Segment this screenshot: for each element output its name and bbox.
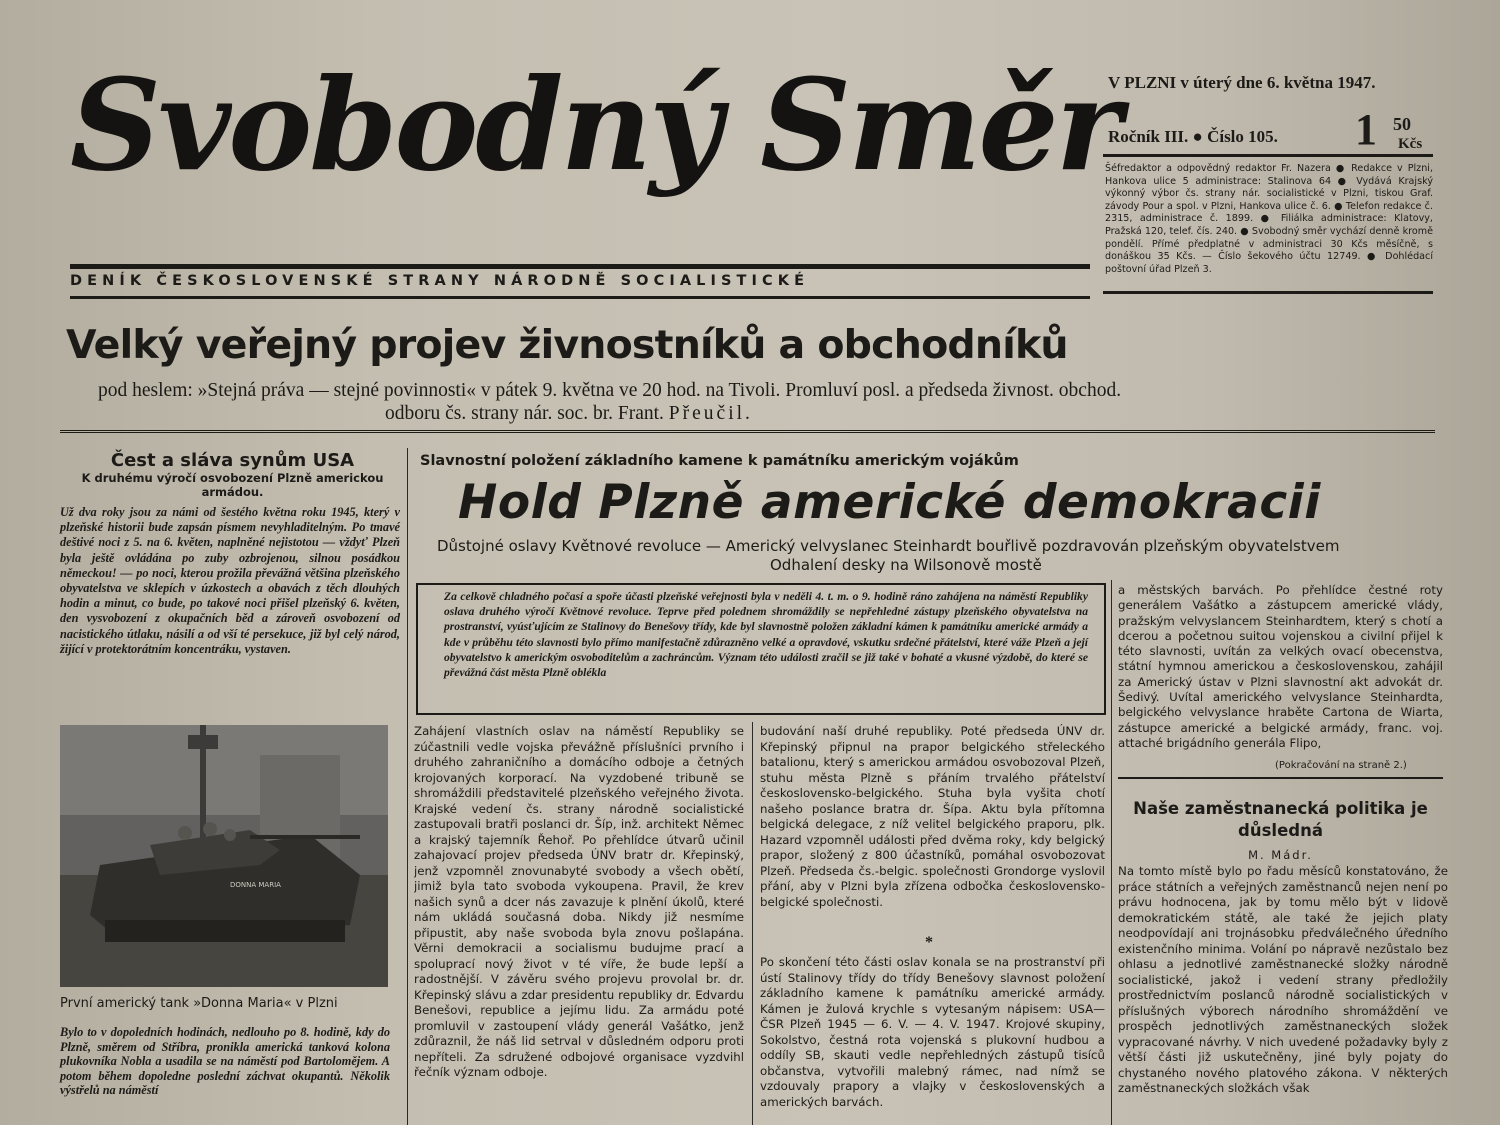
imprint-box: Šéfredaktor a odpovědný redaktor Fr. Nazera ● Redakce v Plzni, Hankova ulice 5 administrace: Stalinova 64 ● Vydává Krajský výkonný výbor čs. strany nár. socialistické v Plzni, tiskou Graf. závody Pour a spol. v Plzni, Hankova ulice č. 6. ● Telefon redakce č. 2315, administrace č. 1899. ● Filiálka administrace: Klatovy, Pražská 120, telef. čís. 240. ● Svobodný směr vychází denně kromě pondělí. Přímé předplatné v administraci 30 Kčs měsíčně, s donáškou 35 Kčs. — Číslo šekového účtu 12749. ● Dohlédací poštovní úřad Plzeň 3.: [1103, 154, 1433, 294]
masthead-title: Svobodný Směr: [70, 51, 1120, 199]
main-deck-1: Důstojné oslavy Květnové revoluce — Americký velvyslanec Steinhardt bouřlivě pozdravován plzeňským obyvatelstvem: [437, 537, 1340, 555]
photo-caption: První americký tank »Donna Maria« v Plzni: [60, 996, 338, 1011]
tank-label: DONNA MARIA: [230, 881, 281, 889]
column-divider-1: [407, 448, 408, 1125]
right-column-rule: [1118, 777, 1443, 779]
tank-photo-image: [60, 725, 388, 987]
left-article-subtitle: K druhému výročí osvobození Plzně americkou armádou.: [81, 471, 384, 499]
main-headline: Hold Plzně americké demokracii: [458, 475, 1321, 530]
right-article-title: Naše zaměstnanecká politika je důsledná: [1133, 799, 1428, 840]
left-article-body-2: Bylo to v dopoledních hodinách, nedlouho po 8. hodině, kdy do Plzně, směrem od Stříbra, pronikla americká tanková kolona plukovníka Nobla a usadila se na náměstí pod Bartolomějem. A potom během dopoledne poslední záchvat okupantů. Několik výstřelů na náměstí: [60, 1025, 390, 1097]
banner-line-2: [385, 403, 753, 425]
main-column-2: Zahájení vlastních oslav na náměstí Republiky se zúčastnili vedle vojska převážně příslušníci prvního i druhého zahraničního a domácího odboje a četných krojovaných korporací. Na vyzdobené tribuně se shromáždili představitelé plzeňského veřejného života. Krajské vedení čs. strany národně socialistické zastupovali bratři poslanci dr. Šíp, inž. architekt Němec a krajský tajemník Řehoř. Po přehlídce útvarů učinil zahajovací projev předseda ÚNV bratr dr. Křepinský, jenž vzpomněl znovunabyté svobody a všech obětí, jimiž byla tato svoboda vykoupena. Pravil, že krev našich synů a dcer nás zavazuje k plnění úkolů, které nám ukládá současná doba. Nikdy již nesmíme připustit, aby naše svoboda byla znovu pošlapána. Věrni demokracii a socialismu budujme prací a spoluprací nový život v té víře, že bude lepší a radostnější. V závěru svého projevu provolal br. dr. Křepinský slávu a zdar presidentu republiky dr. Edvardu Benešovi, republice a jejímu lidu. Za armádu poté promluvil v zastoupení vlády generál Vašátko, jenž zdůraznil, že náš lid setrval v důsledném odporu proti nepříteli. Za sdružené odbojové organisace vyzdvihl řečník význam odboje.: [414, 724, 744, 1079]
price-unit: Kčs: [1398, 136, 1423, 152]
column-divider-3: [1111, 580, 1112, 1125]
main-column-3: budování naší druhé republiky. Poté předseda ÚNV dr. Křepinský připnul na prapor belgického střeleckého batalionu, který s americkou armádou osvobozoval Plzeň, stuhu města Plzně s přáním trvalého přátelství československo-belgického. Stuha byla vyšita chotí našeho poslance bratra dr. Šípa. Aktu byla přítomna belgická delegace, z níž velitel belgického praporu, plk. Hazard vzpomněl události před dvěma roky, kdy belgický prapor, složený z 800 účastníků, pomáhal osvobozovat Plzeň. Předseda čs.-belgic. společnosti Grondorge vyslovil přání, aby v Plzni byla zřízena odbočka československo-belgické společnosti.: [760, 724, 1105, 909]
price-sup: 50: [1393, 114, 1411, 134]
masthead-rule-top: [70, 264, 1090, 269]
continued-note: (Pokračování na straně 2.): [1275, 760, 1407, 771]
column-divider-2: [752, 722, 753, 1125]
left-article-body: Už dva roky jsou za námi od šestého května roku 1945, který v plzeňské historii bude zapsán písmem nevyhladitelným. Po tmavé deštivé noci z 5. na 6. květen, naplněné nejistotou — vždyť Plzeň byla ještě ovládána po zuby ozbrojenou, silnou posádkou německou! — po noci, kterou prožila převážná většina plzeňského obyvatelstva ve sklepích v úzkostech a obavách z těch dlouhých hodin a minut, co bude, po takové noci přišel plzeňský 6. květen, den vysvobození z okupačních běd a zároveň osvobození od nacistického útlaku, násilí a od vší té persekuce, již byl celý národ, žijící v protektorátním koncentráku, vystaven.: [60, 505, 400, 656]
issue-number: Ročník III. ● Číslo 105.: [1108, 127, 1278, 146]
left-article-title: Čest a sláva synům USA: [110, 450, 355, 471]
banner-line-2b: Přeučil.: [668, 403, 753, 424]
dateline: V PLZNI v úterý dne 6. května 1947.: [1108, 73, 1376, 92]
main-lead-box: Za celkově chladného počasí a spoře účasti plzeňské veřejnosti byla v neděli 4. t. m. o 9. hodině ráno zahájena na náměstí Republiky oslava druhého výročí Květnové revoluce. Teprve před polednem shromáždily se nepřehledné zástupy plzeňského obyvatelstva na prostranství, vyúsťujícím ze Stalinovy do Benešovy třídy, kde byl slavnostně položen základní kámen k památníku americké armády a kde v průběhu této slavnosti bylo přímo manifestačně zdůrazněno velké a opravdové, vskutku srdečné přátelství, které váže Plzeň a její obyvatelstvo k americkým osvoboditelům a zachráncům. Význam této události zračil se již také v bohaté a vkusné výzdobě, do které se převážná část města Plzně oblékla: [416, 583, 1106, 715]
right-article-byline: M. Mádr.: [1248, 848, 1313, 862]
main-column-4: a městských barvách. Po přehlídce čestné roty generálem Vašátko a zástupcem americké vlády, pražským velvyslancem Steinhardtem, který s chotí a dcerou a početnou suitou vojenskou a civilní přijel k této slavnosti, uvítán za velkých ovací obecenstva, státní hymnou americkou a československou, zahájil za Americký ústav v Plzni slavnostní akt advokát dr. Šedivý. Uvítal amerického velvyslance Steinhardta, belgického velvyslance hraběte Cartona de Wiarta, zástupce americké a belgické armády, franc. voj. attaché brigádního generála Flipo,: [1118, 583, 1443, 750]
tank-photo: [60, 725, 388, 987]
banner-rule: [60, 430, 1435, 433]
price-main: 1: [1355, 105, 1377, 154]
banner-line-1: pod heslem: »Stejná práva — stejné povinnosti« v pátek 9. května ve 20 hod. na Tivoli. Promluví posl. a předseda živnost. obchod.: [98, 380, 1122, 401]
banner-line-2a: odboru čs. strany nár. soc. br. Frant.: [385, 403, 664, 424]
section-separator: *: [925, 934, 933, 951]
masthead-rule-bottom: [70, 296, 1090, 299]
masthead-subtitle: DENÍK ČESKOSLOVENSKÉ STRANY NÁRODNĚ SOCIALISTICKÉ: [70, 273, 810, 289]
main-deck-2: Odhalení desky na Wilsonově mostě: [770, 556, 1042, 574]
main-column-3b: Po skončení této části oslav konala se na prostranství při ústí Stalinovy třídy do třídy Benešovy slavnost položení základního kamene k památníku americké armády. Kámen je žulová krychle s vytesaným nápisem: USA—ČSR Plzeň 1945 — 6. V. — 4. V. 1947. Krojové skupiny, Sokolstvo, čestná rota vojenská s plukovní hudbou a oddíly SB, skauti vedle nepřehledných zástupů tisíců občanstva, vytvořili malebný rámec, nad nímž se vzdouvaly prapory a vlajky v československých a amerických barvách.: [760, 955, 1105, 1109]
right-article-body: Na tomto místě bylo po řadu měsíců konstatováno, že práce státních a veřejných zaměstnanců nejen není po právu hodnocena, jak by tomu mělo být v lidově demokratickém státě, ale také že jejich platy neodpovídají ani trojnásobku předválečného úředního existenčního minima. Volání po nápravě nezůstalo bez ohlasu a jednotlivé zaměstnanecké složky národně socialistické, jakož i vedení strany předložily prostřednictvím poslanců národně socialistických v příslušných výborech národního shromáždění ve prospěch jednotlivých zaměstnaneckých složek vypracované návrhy. V nich uvedené požadavky byly z větší části již uskutečněny, jiné byly pojaty do chystaného nového platového zákona. V některých zaměstnaneckých složkách však: [1118, 864, 1448, 1095]
main-kicker: Slavnostní položení základního kamene k památníku americkým vojákům: [420, 453, 1019, 469]
banner-headline: Velký veřejný projev živnostníků a obchodníků: [66, 322, 1068, 368]
